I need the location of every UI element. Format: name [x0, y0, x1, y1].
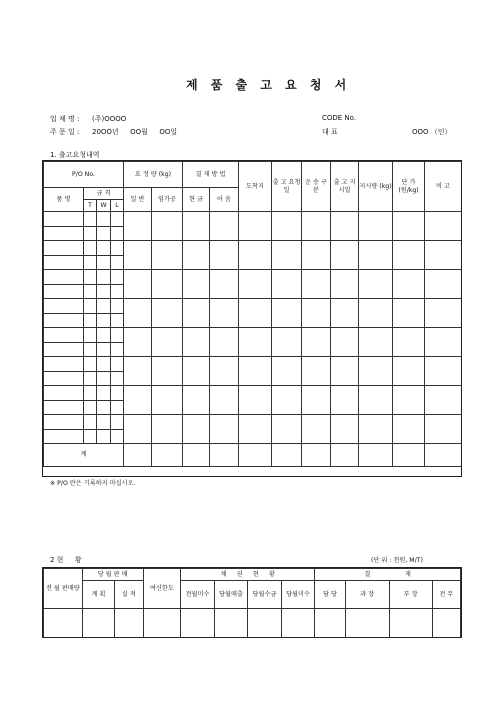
item-cell[interactable]	[331, 328, 359, 357]
spec-cell[interactable]	[84, 212, 97, 227]
spec-cell[interactable]	[111, 342, 124, 357]
status-cell[interactable]	[181, 609, 215, 638]
total-cell[interactable]	[239, 444, 272, 467]
item-cell[interactable]	[331, 212, 359, 241]
item-cell[interactable]	[183, 212, 210, 241]
status-cell[interactable]	[248, 609, 282, 638]
spec-l-header: L	[111, 200, 124, 212]
cash-header: 현 금	[183, 188, 210, 212]
transport-type-header: 운 송 구 분	[302, 162, 331, 212]
code-label: CODE No.	[322, 114, 357, 122]
item-cell[interactable]	[331, 357, 359, 386]
spec-cell[interactable]	[97, 299, 111, 314]
item-cell[interactable]	[152, 328, 183, 357]
item-cell[interactable]	[425, 386, 462, 415]
spec-cell[interactable]	[84, 241, 97, 256]
product-name-cell[interactable]	[44, 429, 84, 444]
spec-cell[interactable]	[97, 255, 111, 270]
remarks-header: 비 고	[425, 162, 462, 212]
product-name-cell[interactable]	[44, 342, 84, 357]
executive-header: 전 무	[432, 581, 460, 609]
product-name-cell[interactable]	[44, 371, 84, 386]
item-cell[interactable]	[331, 241, 359, 270]
spec-cell[interactable]	[97, 270, 111, 285]
item-cell[interactable]	[359, 328, 393, 357]
spec-cell[interactable]	[97, 241, 111, 256]
total-cell[interactable]	[302, 444, 331, 467]
item-cell[interactable]	[210, 299, 239, 328]
item-cell[interactable]	[359, 241, 393, 270]
item-cell[interactable]	[331, 270, 359, 299]
current-sales-header: 당 월 판 매	[82, 569, 143, 581]
total-cell[interactable]	[183, 444, 210, 467]
spec-cell[interactable]	[97, 313, 111, 328]
item-cell[interactable]	[425, 241, 462, 270]
item-cell[interactable]	[359, 415, 393, 444]
approval-header: 결 재	[315, 569, 461, 581]
item-cell[interactable]	[210, 357, 239, 386]
spec-cell[interactable]	[97, 429, 111, 444]
item-cell[interactable]	[124, 270, 152, 299]
item-cell[interactable]	[425, 357, 462, 386]
item-cell[interactable]	[210, 415, 239, 444]
status-cell[interactable]	[44, 609, 83, 638]
item-cell[interactable]	[210, 328, 239, 357]
item-cell[interactable]	[393, 212, 425, 241]
section2-title: 2 현 황	[50, 556, 82, 564]
item-cell[interactable]	[239, 415, 272, 444]
staff-header: 담 당	[315, 581, 345, 609]
item-cell[interactable]	[302, 212, 331, 241]
item-cell[interactable]	[272, 270, 302, 299]
spec-cell[interactable]	[84, 415, 97, 430]
spec-cell[interactable]	[97, 357, 111, 372]
item-cell[interactable]	[183, 270, 210, 299]
status-cell[interactable]	[82, 609, 114, 638]
spec-cell[interactable]	[84, 255, 97, 270]
month-unpaid-header: 당월미수	[281, 581, 315, 609]
receivables-header: 채 권 현 황	[181, 569, 315, 581]
product-name-cell[interactable]	[44, 270, 84, 285]
item-cell[interactable]	[152, 357, 183, 386]
spec-t-header: T	[84, 200, 97, 212]
credit-limit-header: 여신한도	[143, 569, 181, 609]
spec-cell[interactable]	[97, 371, 111, 386]
item-cell[interactable]	[393, 415, 425, 444]
spec-cell[interactable]	[111, 226, 124, 241]
total-cell[interactable]	[393, 444, 425, 467]
representative-label: 대 표	[322, 128, 338, 136]
spec-cell[interactable]	[97, 284, 111, 299]
product-name-cell[interactable]	[44, 255, 84, 270]
item-cell[interactable]	[183, 415, 210, 444]
spec-header: 규 격	[84, 188, 124, 200]
item-cell[interactable]	[183, 241, 210, 270]
spec-cell[interactable]	[84, 371, 97, 386]
item-row	[44, 386, 462, 401]
processing-header: 임가공	[152, 188, 183, 212]
section1-title: 1. 출고요청내역	[50, 151, 100, 159]
item-cell[interactable]	[393, 328, 425, 357]
item-cell[interactable]	[359, 270, 393, 299]
total-cell[interactable]	[425, 444, 462, 467]
spec-cell[interactable]	[111, 270, 124, 285]
spec-cell[interactable]	[84, 429, 97, 444]
item-cell[interactable]	[331, 415, 359, 444]
manager-header: 과 장	[345, 581, 389, 609]
item-cell[interactable]	[393, 299, 425, 328]
spec-cell[interactable]	[97, 342, 111, 357]
spec-cell[interactable]	[84, 313, 97, 328]
product-name-cell[interactable]	[44, 226, 84, 241]
item-cell[interactable]	[210, 386, 239, 415]
prev-unpaid-header: 전월미수	[181, 581, 215, 609]
item-cell[interactable]	[272, 299, 302, 328]
ship-instruction-header: 출 고 지시일	[331, 162, 359, 212]
product-name-cell[interactable]	[44, 328, 84, 343]
item-cell[interactable]	[425, 212, 462, 241]
product-name-cell[interactable]	[44, 241, 84, 256]
spec-cell[interactable]	[97, 386, 111, 401]
spec-cell[interactable]	[84, 226, 97, 241]
spec-cell[interactable]	[111, 313, 124, 328]
item-cell[interactable]	[124, 212, 152, 241]
total-cell[interactable]	[331, 444, 359, 467]
dept-head-header: 부 장	[389, 581, 432, 609]
signature-cell[interactable]	[432, 609, 460, 638]
item-cell[interactable]	[393, 241, 425, 270]
spec-cell[interactable]	[111, 255, 124, 270]
item-cell[interactable]	[183, 299, 210, 328]
item-cell[interactable]	[272, 241, 302, 270]
spec-cell[interactable]	[84, 357, 97, 372]
shipment-request-table	[43, 161, 462, 467]
spec-cell[interactable]	[111, 284, 124, 299]
po-note: ※ P/O 란은 기록하지 마십시오.	[50, 480, 136, 487]
total-cell[interactable]	[152, 444, 183, 467]
item-cell[interactable]	[152, 212, 183, 241]
item-cell[interactable]	[359, 299, 393, 328]
item-cell[interactable]	[425, 299, 462, 328]
item-cell[interactable]	[359, 357, 393, 386]
item-cell[interactable]	[239, 386, 272, 415]
product-name-cell[interactable]	[44, 415, 84, 430]
item-row	[44, 299, 462, 314]
spec-w-header: W	[97, 200, 111, 212]
spec-cell[interactable]	[111, 241, 124, 256]
item-row	[44, 241, 462, 256]
item-cell[interactable]	[425, 415, 462, 444]
spec-cell[interactable]	[111, 371, 124, 386]
spec-cell[interactable]	[84, 270, 97, 285]
request-rows	[44, 212, 462, 444]
item-cell[interactable]	[425, 270, 462, 299]
spec-cell[interactable]	[97, 212, 111, 227]
company-label: 업 체 명 :	[50, 115, 80, 123]
product-name-cell[interactable]	[44, 386, 84, 401]
item-cell[interactable]	[124, 299, 152, 328]
item-cell[interactable]	[359, 386, 393, 415]
item-cell[interactable]	[302, 357, 331, 386]
item-cell[interactable]	[183, 357, 210, 386]
company-value: (주)OOOO	[92, 115, 127, 123]
unit-price-header: 단 가 (원/kg)	[393, 162, 425, 212]
total-cell[interactable]	[272, 444, 302, 467]
status-table	[43, 568, 461, 638]
product-name-header: 품 명	[44, 188, 84, 212]
spec-cell[interactable]	[111, 212, 124, 227]
instructed-quantity-header: 지시량 (kg)	[359, 162, 393, 212]
product-name-cell[interactable]	[44, 357, 84, 372]
general-header: 일 반	[124, 188, 152, 212]
signature-cell[interactable]	[389, 609, 432, 638]
item-cell[interactable]	[272, 357, 302, 386]
quantity-header: 요 정 량 (kg)	[124, 162, 183, 188]
spec-cell[interactable]	[111, 400, 124, 415]
spec-cell[interactable]	[84, 299, 97, 314]
item-cell[interactable]	[272, 212, 302, 241]
item-cell[interactable]	[124, 386, 152, 415]
spec-cell[interactable]	[84, 328, 97, 343]
spec-cell[interactable]	[84, 284, 97, 299]
signature-cell[interactable]	[345, 609, 389, 638]
actual-header: 실 적	[115, 581, 143, 609]
item-cell[interactable]	[272, 328, 302, 357]
document-title: 제 품 출 고 요 청 서	[186, 78, 351, 92]
product-name-cell[interactable]	[44, 299, 84, 314]
representative-value: OOO （인）	[412, 128, 452, 136]
destination-header: 도착지	[239, 162, 272, 212]
status-cell[interactable]	[115, 609, 143, 638]
item-cell[interactable]	[302, 299, 331, 328]
item-cell[interactable]	[302, 270, 331, 299]
item-cell[interactable]	[272, 415, 302, 444]
item-cell[interactable]	[210, 270, 239, 299]
item-cell[interactable]	[239, 241, 272, 270]
item-cell[interactable]	[393, 270, 425, 299]
spec-cell[interactable]	[84, 342, 97, 357]
item-cell[interactable]	[124, 357, 152, 386]
spec-cell[interactable]	[97, 415, 111, 430]
item-cell[interactable]	[239, 299, 272, 328]
item-cell[interactable]	[302, 386, 331, 415]
plan-header: 계 획	[82, 581, 114, 609]
item-cell[interactable]	[152, 299, 183, 328]
item-cell[interactable]	[152, 270, 183, 299]
product-name-cell[interactable]	[44, 284, 84, 299]
spec-cell[interactable]	[111, 386, 124, 401]
product-name-cell[interactable]	[44, 313, 84, 328]
item-cell[interactable]	[302, 415, 331, 444]
item-cell[interactable]	[272, 386, 302, 415]
item-cell[interactable]	[302, 328, 331, 357]
item-cell[interactable]	[331, 299, 359, 328]
item-cell[interactable]	[124, 241, 152, 270]
item-row	[44, 328, 462, 343]
total-cell[interactable]	[359, 444, 393, 467]
spec-cell[interactable]	[97, 328, 111, 343]
status-cell[interactable]	[214, 609, 248, 638]
ship-date-header: 출 고 요청일	[272, 162, 302, 212]
spec-cell[interactable]	[84, 386, 97, 401]
item-cell[interactable]	[239, 212, 272, 241]
item-cell[interactable]	[359, 212, 393, 241]
month-sales-header: 당월매출	[214, 581, 248, 609]
item-cell[interactable]	[152, 415, 183, 444]
payment-method-header: 결 재 방 법	[183, 162, 239, 188]
spec-cell[interactable]	[111, 328, 124, 343]
signature-cell[interactable]	[315, 609, 345, 638]
item-cell[interactable]	[393, 386, 425, 415]
item-row	[44, 357, 462, 372]
product-name-cell[interactable]	[44, 400, 84, 415]
item-cell[interactable]	[124, 328, 152, 357]
total-label: 계	[44, 444, 124, 467]
item-cell[interactable]	[152, 386, 183, 415]
item-cell[interactable]	[210, 241, 239, 270]
spec-cell[interactable]	[111, 429, 124, 444]
status-cell[interactable]	[281, 609, 315, 638]
total-cell[interactable]	[124, 444, 152, 467]
spec-cell[interactable]	[97, 400, 111, 415]
item-cell[interactable]	[239, 270, 272, 299]
spec-cell[interactable]	[84, 400, 97, 415]
item-cell[interactable]	[425, 328, 462, 357]
item-cell[interactable]	[124, 415, 152, 444]
order-date-label: 주 문 일 :	[50, 128, 80, 136]
item-cell[interactable]	[183, 328, 210, 357]
spec-cell[interactable]	[111, 299, 124, 314]
item-row	[44, 270, 462, 285]
item-cell[interactable]	[302, 241, 331, 270]
total-cell[interactable]	[210, 444, 239, 467]
item-row	[44, 415, 462, 430]
bill-header: 어 음	[210, 188, 239, 212]
item-cell[interactable]	[210, 212, 239, 241]
unit-note: (단 위 : 천원, M/T)	[371, 557, 423, 564]
po-no-header: P/O No.	[44, 162, 124, 188]
spec-cell[interactable]	[111, 415, 124, 430]
item-cell[interactable]	[239, 328, 272, 357]
item-cell[interactable]	[152, 241, 183, 270]
item-cell[interactable]	[393, 357, 425, 386]
spec-cell[interactable]	[111, 357, 124, 372]
month-collection-header: 당월수금	[248, 581, 282, 609]
prev-month-sales-header: 전 월 판매량	[44, 569, 83, 609]
item-cell[interactable]	[239, 357, 272, 386]
item-cell[interactable]	[331, 386, 359, 415]
product-name-cell[interactable]	[44, 212, 84, 227]
item-cell[interactable]	[183, 386, 210, 415]
spec-cell[interactable]	[97, 226, 111, 241]
order-date-value: 20OO년 OO월 OO일	[92, 128, 178, 136]
status-cell[interactable]	[143, 609, 181, 638]
item-row	[44, 212, 462, 227]
